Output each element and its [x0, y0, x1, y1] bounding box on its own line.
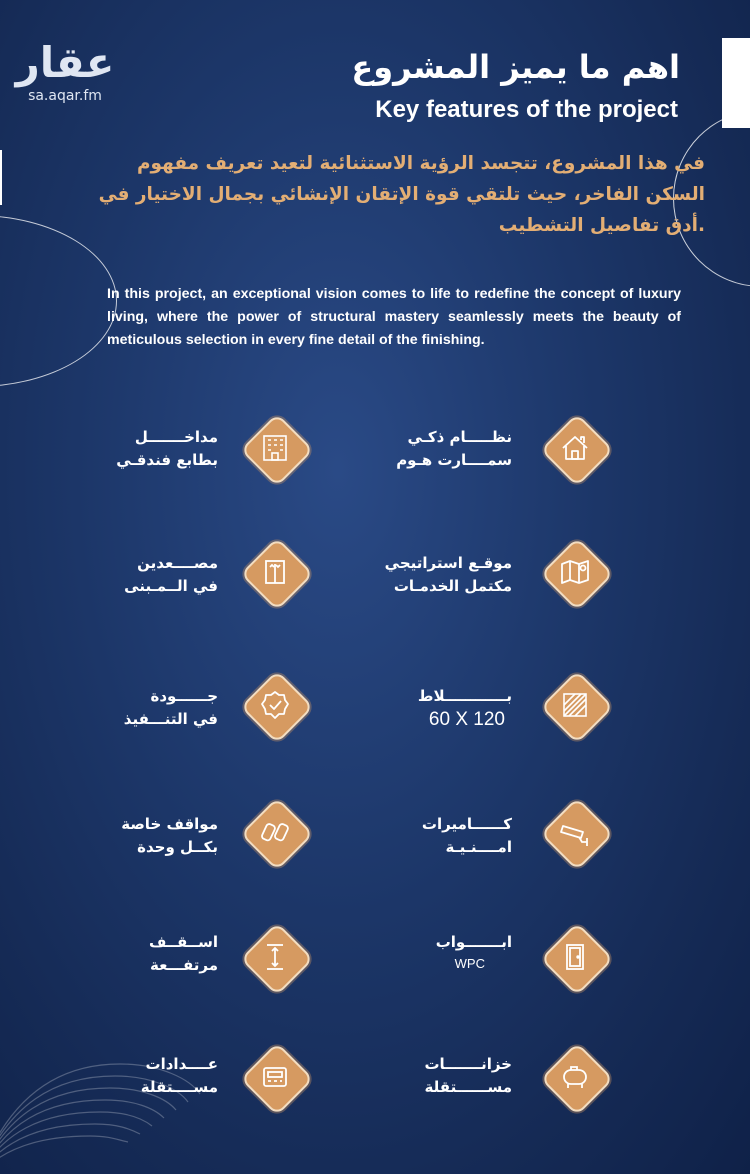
- water-tank-icon: [553, 1055, 597, 1099]
- page-title-arabic: اهم ما يميز المشروع: [351, 48, 680, 86]
- quality-badge-icon: [253, 683, 297, 727]
- feature-parking-line1: مواقف خاصة: [121, 815, 218, 833]
- elevator-icon: [253, 550, 297, 594]
- feature-hotel-entrance-line2: بطابع فندقـي: [116, 451, 218, 469]
- feature-quality: [243, 673, 307, 737]
- meter-icon: [253, 1055, 297, 1099]
- intro-arabic-line: السكن الفاخر، حيث تلتقي قوة الإتقان الإنشائي بجمال الاختيار في: [98, 184, 705, 205]
- feature-cameras-line1: كــــــاميرات: [421, 815, 512, 833]
- high-ceiling-icon: [253, 935, 297, 979]
- feature-meters-line1: عــــدادات: [145, 1055, 218, 1073]
- feature-location-line2: مكتمل الخدمـات: [393, 577, 512, 595]
- feature-meters-line2: مســــتقلة: [140, 1078, 218, 1096]
- tiles-icon: [553, 683, 597, 727]
- feature-doors-line2: WPC: [454, 956, 485, 971]
- logo-site: sa.aqar.fm: [28, 88, 102, 104]
- feature-elevators: [243, 540, 307, 604]
- feature-cameras: [543, 800, 607, 864]
- feature-quality-line2: في التنـــفيذ: [123, 710, 218, 728]
- left-edge-line: [0, 150, 2, 205]
- feature-hotel-entrance-line1: مداخـــــــل: [134, 428, 218, 446]
- smart-home-icon: [553, 426, 597, 470]
- feature-doors: [543, 925, 607, 989]
- feature-elevators-line2: في الــمـبنى: [124, 577, 218, 595]
- feature-smart-home: [543, 416, 607, 480]
- feature-tiles-line1: بــــــــــــلاط: [417, 687, 512, 705]
- feature-high-ceilings-line2: مرتفـــعة: [150, 956, 218, 974]
- feature-smart-home-line2: سمــــارت هـوم: [396, 451, 512, 469]
- security-camera-icon: [553, 810, 597, 854]
- feature-tiles: [543, 673, 607, 737]
- feature-tanks-line1: خزانـــــــات: [424, 1055, 512, 1073]
- intro-arabic-line: .أدق تفاصيل التشطيب: [498, 215, 705, 236]
- door-icon: [553, 935, 597, 979]
- logo-arabic: عقار: [15, 38, 115, 87]
- intro-arabic: [95, 148, 705, 241]
- feature-meters: [243, 1045, 307, 1109]
- feature-smart-home-line1: نظـــــام ذكـي: [407, 428, 512, 446]
- feature-tiles-line2: 60 X 120: [428, 709, 505, 730]
- feature-location: [543, 540, 607, 604]
- intro-arabic-line: في هذا المشروع، تتجسد الرؤية الاستثنائية لتعيد تعريف مفهوم: [136, 153, 705, 174]
- parking-icon: [253, 810, 297, 854]
- page-title-english: Key features of the project: [375, 96, 678, 123]
- feature-quality-line1: جــــــودة: [150, 687, 218, 705]
- strategic-location-icon: [553, 550, 597, 594]
- feature-location-line1: موقـع استراتيجي: [384, 554, 512, 572]
- feature-elevators-line1: مصــــعدين: [137, 554, 218, 572]
- feature-parking-line2: بكــل وحدة: [137, 838, 218, 856]
- feature-doors-line1: ابـــــــواب: [435, 933, 512, 951]
- feature-high-ceilings-line1: اســقــف: [148, 933, 218, 951]
- feature-tanks-line2: مســــــتقلة: [424, 1078, 512, 1096]
- feature-parking: [243, 800, 307, 864]
- intro-english: In this project, an exceptional vision comes to life to redefine the concept of luxury living, where the power of structural mastery seamlessly meets the beauty of meticulous selection in every fine detail of the finishing.: [107, 286, 681, 348]
- feature-high-ceilings: [243, 925, 307, 989]
- feature-tanks: [543, 1045, 607, 1109]
- hotel-entrance-icon: [253, 426, 297, 470]
- aqar-logo: [10, 40, 120, 104]
- feature-hotel-entrance: [243, 416, 307, 480]
- feature-cameras-line2: امــــنـيـة: [445, 838, 512, 856]
